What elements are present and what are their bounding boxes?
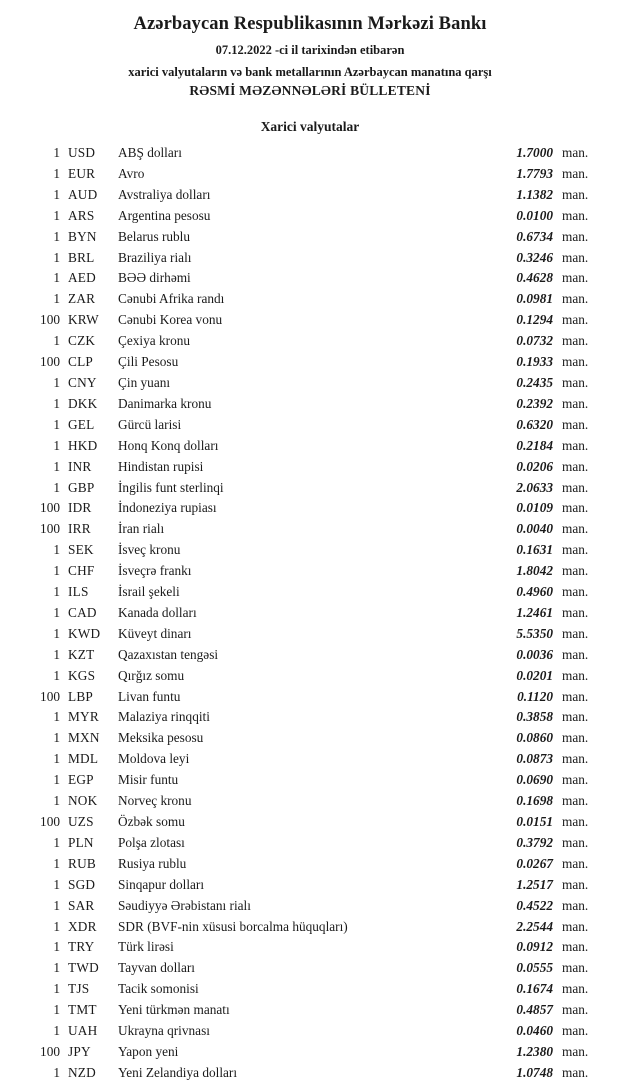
currency-unit: man.	[562, 458, 589, 474]
currency-rate: 0.0555	[516, 960, 553, 976]
currency-code: INR	[68, 458, 92, 474]
currency-rate: 1.8042	[516, 563, 553, 579]
currency-amount: 1	[53, 333, 60, 349]
currency-rate: 0.4522	[516, 897, 553, 913]
currency-amount: 1	[53, 981, 60, 997]
currency-name: Honq Konq dolları	[118, 437, 219, 453]
currency-unit: man.	[562, 145, 589, 160]
currency-name: Qırğız somu	[118, 667, 185, 683]
currency-amount: 1	[53, 939, 60, 955]
currency-unit: man.	[562, 688, 589, 704]
currency-amount: 1	[53, 876, 60, 892]
currency-code: CAD	[68, 604, 97, 620]
currency-rate: 2.0633	[516, 479, 553, 495]
currency-unit: man.	[562, 1002, 589, 1018]
currency-code: KGS	[68, 667, 96, 683]
table-row	[14, 248, 606, 269]
currency-unit: man.	[562, 667, 589, 683]
currency-rate: 1.7793	[516, 165, 553, 181]
currency-name: Küveyt dinarı	[118, 625, 192, 641]
currency-unit: man.	[562, 604, 589, 620]
currency-code: NOK	[68, 793, 98, 809]
table-row	[14, 1000, 606, 1021]
currency-unit: man.	[562, 625, 589, 641]
currency-amount: 100	[40, 354, 60, 370]
currency-name: Belarus rublu	[118, 228, 191, 244]
currency-name: Kanada dolları	[118, 604, 197, 620]
table-row	[14, 478, 606, 499]
table-row	[14, 415, 606, 436]
currency-name: Moldova leyi	[118, 751, 190, 767]
currency-unit: man.	[562, 291, 589, 307]
table-row	[14, 164, 606, 185]
currency-code: TMT	[68, 1002, 97, 1018]
currency-code: UZS	[68, 814, 94, 829]
table-row	[14, 896, 606, 917]
currency-name: Qazaxıstan tengəsi	[118, 646, 219, 662]
currency-amount: 1	[53, 437, 60, 453]
currency-unit: man.	[562, 1043, 589, 1059]
currency-rate: 0.2392	[516, 395, 553, 411]
currency-rate: 0.0690	[516, 772, 553, 788]
currency-name: Misir funtu	[118, 772, 179, 788]
currency-rate: 0.1933	[516, 354, 553, 370]
currency-unit: man.	[562, 730, 589, 746]
currency-rate: 0.0460	[516, 1023, 553, 1039]
currency-unit: man.	[562, 354, 589, 370]
currency-unit: man.	[562, 479, 589, 495]
currency-unit: man.	[562, 228, 589, 244]
currency-amount: 1	[53, 249, 60, 265]
currency-code: ARS	[68, 207, 95, 223]
currency-amount: 100	[40, 521, 60, 537]
currency-name: Argentina pesosu	[118, 207, 211, 223]
table-row	[14, 310, 606, 331]
currency-name: Səudiyyə Ərəbistanı rialı	[118, 897, 251, 913]
currency-code: TWD	[68, 960, 99, 976]
currency-code: EGP	[68, 772, 94, 788]
currency-name: Rusiya rublu	[118, 855, 187, 871]
currency-rate: 1.2517	[516, 876, 553, 892]
currency-amount: 1	[53, 395, 60, 411]
table-row	[14, 791, 606, 812]
currency-code: NZD	[68, 1064, 96, 1080]
effective-date-line: 07.12.2022 -ci il tarixindən etibarən	[215, 43, 405, 57]
currency-name: ABŞ dolları	[118, 145, 182, 160]
currency-code: EUR	[68, 165, 96, 181]
exchange-rates-table	[14, 143, 606, 1084]
currency-amount: 100	[40, 688, 60, 704]
currency-amount: 1	[53, 458, 60, 474]
currency-name: Polşa zlotası	[118, 834, 185, 850]
currency-name: Yeni türkmən manatı	[118, 1002, 230, 1018]
currency-amount: 1	[53, 855, 60, 871]
currency-name: İsrail şekeli	[118, 584, 180, 600]
currency-code: DKK	[68, 395, 98, 411]
currency-amount: 1	[53, 646, 60, 662]
currency-amount: 1	[53, 625, 60, 641]
currency-unit: man.	[562, 416, 589, 432]
currency-amount: 1	[53, 730, 60, 746]
currency-rate: 0.6734	[516, 228, 553, 244]
currency-name: Malaziya rinqqiti	[118, 709, 210, 725]
table-row	[14, 937, 606, 958]
currency-name: Türk lirəsi	[118, 939, 174, 955]
currency-rate: 0.0151	[516, 814, 553, 829]
currency-amount: 1	[53, 1064, 60, 1080]
currency-code: KZT	[68, 646, 95, 662]
currency-rate: 0.0100	[516, 207, 553, 223]
currency-code: UAH	[68, 1023, 98, 1039]
currency-unit: man.	[562, 563, 589, 579]
table-row	[14, 707, 606, 728]
currency-amount: 1	[53, 416, 60, 432]
currency-amount: 1	[53, 751, 60, 767]
currency-amount: 1	[53, 918, 60, 934]
currency-unit: man.	[562, 939, 589, 955]
currency-code: LBP	[68, 688, 93, 704]
currency-code: BYN	[68, 228, 97, 244]
currency-rate: 0.0201	[516, 667, 553, 683]
currency-code: CNY	[68, 374, 97, 390]
currency-name: Özbək somu	[118, 814, 185, 829]
currency-unit: man.	[562, 751, 589, 767]
table-row	[14, 854, 606, 875]
table-row	[14, 268, 606, 289]
table-row	[14, 687, 606, 708]
currency-name: Çili Pesosu	[118, 354, 179, 370]
currency-code: USD	[68, 145, 96, 160]
currency-code: PLN	[68, 834, 94, 850]
currency-code: CZK	[68, 333, 96, 349]
currency-rate: 0.0912	[516, 939, 553, 955]
currency-amount: 1	[53, 793, 60, 809]
currency-code: BRL	[68, 249, 95, 265]
currency-name: İran rialı	[118, 521, 165, 537]
currency-amount: 1	[53, 374, 60, 390]
currency-amount: 1	[53, 584, 60, 600]
currency-amount: 1	[53, 834, 60, 850]
section-title-foreign-currencies: Xarici valyutalar	[260, 119, 360, 134]
currency-amount: 1	[53, 709, 60, 725]
currency-code: XDR	[68, 918, 97, 934]
currency-unit: man.	[562, 793, 589, 809]
currency-unit: man.	[562, 521, 589, 537]
table-row	[14, 352, 606, 373]
table-row	[14, 561, 606, 582]
currency-amount: 1	[53, 186, 60, 202]
currency-rate: 0.1631	[516, 542, 553, 558]
currency-name: Norveç kronu	[118, 793, 192, 809]
currency-code: MDL	[68, 751, 99, 767]
currency-amount: 1	[53, 772, 60, 788]
currency-rate: 0.4857	[516, 1002, 553, 1018]
table-row	[14, 917, 606, 938]
currency-rate: 0.1674	[516, 981, 553, 997]
currency-amount: 1	[53, 145, 60, 160]
currency-unit: man.	[562, 312, 589, 328]
currency-unit: man.	[562, 709, 589, 725]
currency-unit: man.	[562, 249, 589, 265]
currency-unit: man.	[562, 834, 589, 850]
currency-amount: 1	[53, 667, 60, 683]
currency-rate: 1.1382	[516, 186, 553, 202]
currency-rate: 0.6320	[516, 416, 553, 432]
currency-rate: 0.3858	[516, 709, 553, 725]
table-row	[14, 582, 606, 603]
currency-name: Sinqapur dolları	[118, 876, 205, 892]
currency-unit: man.	[562, 395, 589, 411]
table-row	[14, 185, 606, 206]
currency-rate: 1.0748	[516, 1064, 553, 1080]
currency-rate: 0.0206	[516, 458, 553, 474]
currency-name: Meksika pesosu	[118, 730, 204, 746]
currency-code: TJS	[68, 981, 90, 997]
currency-code: SAR	[68, 897, 95, 913]
currency-unit: man.	[562, 897, 589, 913]
currency-rate: 0.3792	[516, 834, 553, 850]
table-row	[14, 624, 606, 645]
document-subtitle: xarici valyutaların və bank metallarının Azərbaycan manatına qarşı	[128, 65, 492, 79]
currency-unit: man.	[562, 437, 589, 453]
currency-amount: 100	[40, 1043, 60, 1059]
currency-name: Yapon yeni	[118, 1043, 179, 1059]
currency-rate: 0.0267	[516, 855, 553, 871]
currency-unit: man.	[562, 186, 589, 202]
currency-name: BƏƏ dirhəmi	[118, 270, 191, 286]
currency-name: Avro	[118, 165, 145, 181]
currency-amount: 1	[53, 1023, 60, 1039]
currency-amount: 1	[53, 563, 60, 579]
currency-rate: 0.3246	[516, 249, 553, 265]
currency-name: Ukrayna qrivnası	[118, 1023, 210, 1039]
table-row	[14, 498, 606, 519]
table-row	[14, 833, 606, 854]
currency-amount: 100	[40, 312, 60, 328]
currency-name: Tacik somonisi	[118, 981, 199, 997]
currency-name: Danimarka kronu	[118, 395, 212, 411]
table-row	[14, 1063, 606, 1084]
currency-rate: 0.2435	[516, 374, 553, 390]
currency-code: AUD	[68, 186, 98, 202]
currency-rate: 0.0109	[516, 500, 553, 516]
currency-name: Hindistan rupisi	[118, 458, 204, 474]
table-row	[14, 958, 606, 979]
currency-code: CLP	[68, 354, 93, 370]
currency-code: SEK	[68, 542, 94, 558]
table-row	[14, 519, 606, 540]
table-row	[14, 1042, 606, 1063]
currency-code: IRR	[68, 521, 91, 537]
table-row	[14, 227, 606, 248]
currency-code: MXN	[68, 730, 100, 746]
currency-amount: 1	[53, 604, 60, 620]
currency-rate: 1.2461	[516, 604, 553, 620]
currency-rate: 1.2380	[516, 1043, 553, 1059]
currency-code: RUB	[68, 855, 96, 871]
currency-name: Tayvan dolları	[118, 960, 195, 976]
currency-code: KRW	[68, 312, 99, 328]
table-row	[14, 206, 606, 227]
currency-unit: man.	[562, 876, 589, 892]
currency-amount: 1	[53, 165, 60, 181]
currency-unit: man.	[562, 646, 589, 662]
currency-name: Livan funtu	[118, 688, 181, 704]
currency-code: JPY	[68, 1043, 91, 1059]
currency-unit: man.	[562, 165, 589, 181]
currency-unit: man.	[562, 542, 589, 558]
currency-name: İsveç kronu	[118, 542, 181, 558]
currency-amount: 1	[53, 291, 60, 307]
currency-amount: 100	[40, 500, 60, 516]
table-row	[14, 394, 606, 415]
currency-rate: 2.2544	[516, 918, 553, 934]
currency-rate: 0.4628	[516, 270, 553, 286]
currency-amount: 1	[53, 479, 60, 495]
table-row	[14, 603, 606, 624]
currency-rate: 0.0860	[516, 730, 553, 746]
currency-rate: 0.1698	[516, 793, 553, 809]
currency-amount: 1	[53, 897, 60, 913]
table-row	[14, 436, 606, 457]
currency-amount: 1	[53, 960, 60, 976]
currency-unit: man.	[562, 918, 589, 934]
table-row	[14, 770, 606, 791]
currency-name: İngilis funt sterlinqi	[118, 479, 224, 495]
currency-rate: 0.0981	[516, 291, 553, 307]
currency-rate: 5.5350	[516, 625, 553, 641]
currency-rate: 0.0036	[516, 646, 553, 662]
currency-unit: man.	[562, 333, 589, 349]
currency-rate: 0.0732	[516, 333, 553, 349]
currency-rate: 0.0873	[516, 751, 553, 767]
table-row	[14, 331, 606, 352]
table-row	[14, 749, 606, 770]
currency-code: ZAR	[68, 291, 96, 307]
table-row	[14, 1021, 606, 1042]
table-row	[14, 666, 606, 687]
currency-unit: man.	[562, 584, 589, 600]
currency-amount: 1	[53, 1002, 60, 1018]
currency-code: CHF	[68, 563, 95, 579]
table-row	[14, 143, 606, 164]
currency-name: İsveçrə frankı	[118, 563, 192, 579]
currency-name: Cənubi Afrika randı	[118, 291, 225, 307]
currency-unit: man.	[562, 1064, 589, 1080]
currency-code: TRY	[68, 939, 95, 955]
currency-rate: 0.0040	[516, 521, 553, 537]
currency-code: IDR	[68, 500, 92, 516]
currency-rate: 1.7000	[516, 145, 553, 160]
table-row	[14, 645, 606, 666]
currency-name: Cənubi Korea vonu	[118, 312, 223, 328]
currency-code: KWD	[68, 625, 101, 641]
currency-unit: man.	[562, 814, 589, 829]
table-row	[14, 540, 606, 561]
currency-amount: 1	[53, 228, 60, 244]
currency-unit: man.	[562, 1023, 589, 1039]
currency-unit: man.	[562, 270, 589, 286]
currency-code: SGD	[68, 876, 96, 892]
currency-name: Çin yuanı	[118, 374, 171, 390]
currency-rate: 0.2184	[516, 437, 553, 453]
currency-rate: 0.1120	[517, 688, 553, 704]
currency-code: MYR	[68, 709, 99, 725]
currency-amount: 1	[53, 542, 60, 558]
currency-rate: 0.4960	[516, 584, 553, 600]
table-row	[14, 979, 606, 1000]
document-header	[14, 14, 606, 99]
currency-unit: man.	[562, 500, 589, 516]
currency-name: Braziliya rialı	[118, 249, 192, 265]
currency-unit: man.	[562, 207, 589, 223]
currency-name: Çexiya kronu	[118, 333, 191, 349]
table-row	[14, 457, 606, 478]
table-row	[14, 373, 606, 394]
currency-name: Avstraliya dolları	[118, 186, 211, 202]
currency-unit: man.	[562, 960, 589, 976]
currency-amount: 100	[40, 814, 60, 829]
document-bulletin-title: RƏSMİ MƏZƏNNƏLƏRİ BÜLLETENİ	[189, 83, 431, 98]
currency-name: Gürcü larisi	[118, 416, 182, 432]
table-row	[14, 289, 606, 310]
currency-name: Yeni Zelandiya dolları	[118, 1064, 238, 1080]
table-row	[14, 728, 606, 749]
currency-amount: 1	[53, 207, 60, 223]
currency-unit: man.	[562, 855, 589, 871]
currency-rate: 0.1294	[516, 312, 553, 328]
currency-code: AED	[68, 270, 96, 286]
currency-unit: man.	[562, 981, 589, 997]
bank-name: Azərbaycan Respublikasının Mərkəzi Bankı	[133, 14, 487, 34]
currency-unit: man.	[562, 374, 589, 390]
currency-name: İndoneziya rupiası	[118, 500, 217, 516]
currency-code: GBP	[68, 479, 95, 495]
currency-code: HKD	[68, 437, 98, 453]
table-row	[14, 812, 606, 833]
currency-unit: man.	[562, 772, 589, 788]
currency-name: SDR (BVF-nin xüsusi borcalma hüquqları)	[118, 918, 348, 934]
currency-amount: 1	[53, 270, 60, 286]
table-row	[14, 875, 606, 896]
currency-code: GEL	[68, 416, 95, 432]
currency-code: ILS	[68, 584, 89, 600]
